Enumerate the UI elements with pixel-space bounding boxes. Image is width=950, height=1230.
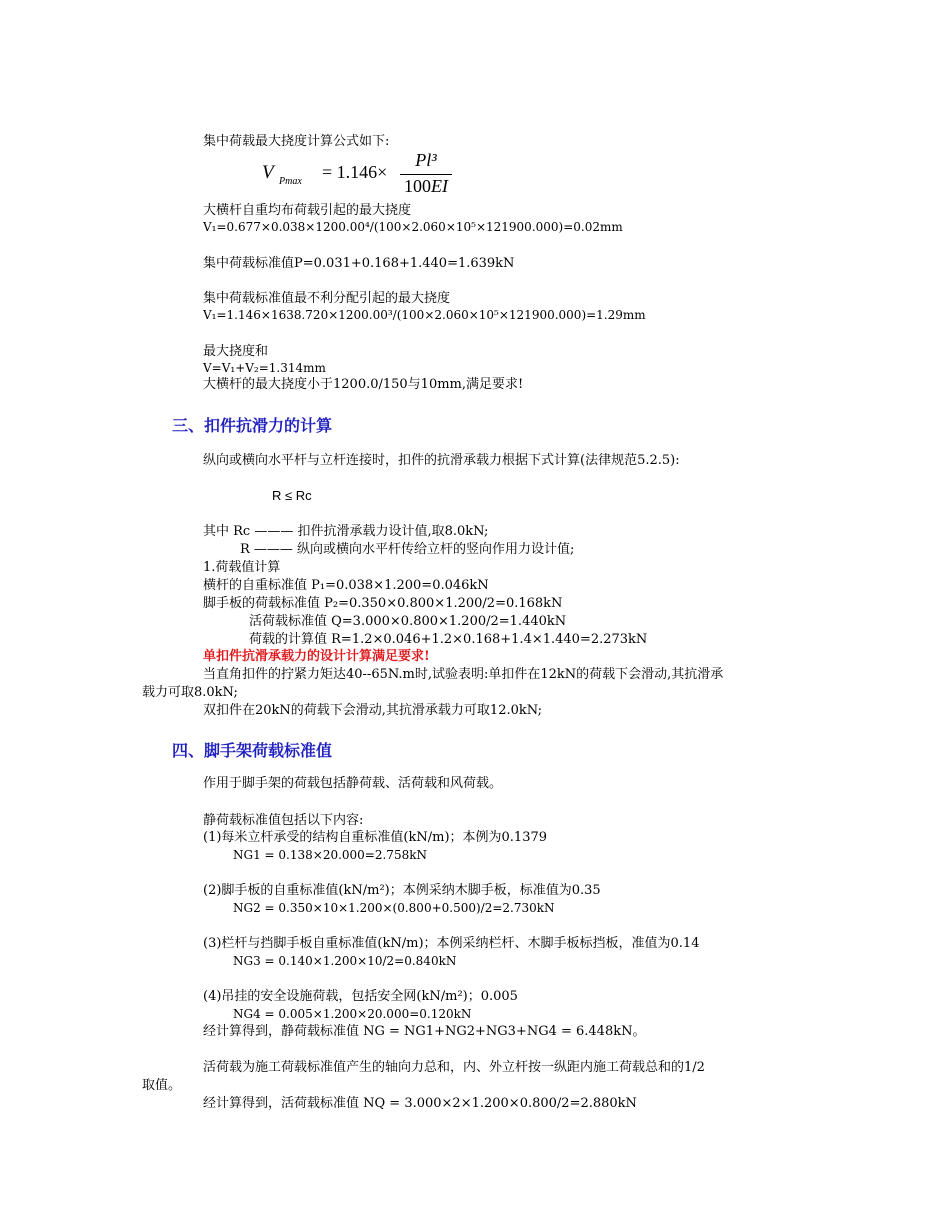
formula-fraction-bar xyxy=(400,174,452,175)
text-line: 载力可取8.0kN; xyxy=(142,685,238,700)
text-line: (3)栏杆与挡脚手板自重标准值(kN/m)；本例采纳栏杆、木脚手板标挡板，准值为0.14 xyxy=(203,936,700,951)
formula-equals: = 1.146× xyxy=(322,162,388,182)
text-line: 活荷载为施工荷载标准值产生的轴向力总和，内、外立杆按一纵距内施工荷载总和的1/2 xyxy=(203,1060,705,1075)
text-line: 集中荷载标准值P=0.031+0.168+1.440=1.639kN xyxy=(203,256,515,271)
deflection-formula xyxy=(262,150,452,198)
text-line: (4)吊挂的安全设施荷载，包括安全网(kN/m²)；0.005 xyxy=(203,989,518,1004)
text-line: V=V₁+V₂=1.314mm xyxy=(203,361,326,375)
formula-numerator: Pl³ xyxy=(415,150,437,170)
text-line: 最大挠度和 xyxy=(203,344,269,359)
formula-lhs: V xyxy=(262,162,274,183)
formula-lhs-subscript: Pmax xyxy=(279,176,302,187)
text-line: (1)每米立杆承受的结构自重标准值(kN/m)；本例为0.1379 xyxy=(203,830,548,845)
text-line: 其中 Rc ——— 扣件抗滑承载力设计值,取8.0kN; xyxy=(203,524,489,539)
text-line: NG2 = 0.350×10×1.200×(0.800+0.500)/2=2.730kN xyxy=(233,901,555,915)
text-line: V₁=0.677×0.038×1200.00⁴/(100×2.060×10⁵×121900.000)=0.02mm xyxy=(203,220,623,234)
text-line: R ——— 纵向或横向水平杆传给立杆的竖向作用力设计值; xyxy=(240,542,575,557)
formula-denominator: 100EI xyxy=(404,176,448,196)
text-line: 大横杆自重均布荷载引起的最大挠度 xyxy=(203,203,412,218)
text-line: 经计算得到，活荷载标准值 NQ = 3.000×2×1.200×0.800/2=2.880kN xyxy=(203,1096,637,1111)
text-line: 取值。 xyxy=(142,1078,182,1093)
inequality-formula: R ≤ Rc xyxy=(272,488,312,503)
text-line: (2)脚手板的自重标准值(kN/m²)；本例采纳木脚手板，标准值为0.35 xyxy=(203,883,601,898)
text-line: V₁=1.146×1638.720×1200.00³/(100×2.060×10⁵×121900.000)=1.29mm xyxy=(203,308,646,322)
text-line: NG4 = 0.005×1.200×20.000=0.120kN xyxy=(233,1007,472,1021)
section-heading-4: 四、脚手架荷载标准值 xyxy=(172,741,333,760)
text-line: 活荷载标准值 Q=3.000×0.800×1.200/2=1.440kN xyxy=(249,614,567,629)
text-line: NG3 = 0.140×1.200×10/2=0.840kN xyxy=(233,954,457,968)
text-line: 荷载的计算值 R=1.2×0.046+1.2×0.168+1.4×1.440=2.273kN xyxy=(249,632,648,647)
text-line: 纵向或横向水平杆与立杆连接时，扣件的抗滑承载力根据下式计算(法律规范5.2.5): xyxy=(203,453,680,468)
text-line: 大横杆的最大挠度小于1200.0/150与10mm,满足要求! xyxy=(203,377,524,392)
text-line: 经计算得到，静荷载标准值 NG = NG1+NG2+NG3+NG4 = 6.448kN。 xyxy=(203,1024,646,1039)
warning-text: 单扣件抗滑承载力的设计计算满足要求! xyxy=(203,649,430,664)
text-line: 横杆的自重标准值 P₁=0.038×1.200=0.046kN xyxy=(203,578,489,593)
text-line: NG1 = 0.138×20.000=2.758kN xyxy=(233,848,427,862)
section-heading-3: 三、扣件抗滑力的计算 xyxy=(172,416,333,435)
text-line: 静荷载标准值包括以下内容: xyxy=(203,813,364,828)
text-line: 作用于脚手架的荷载包括静荷载、活荷载和风荷载。 xyxy=(203,776,503,791)
text-line: 脚手板的荷载标准值 P₂=0.350×0.800×1.200/2=0.168kN xyxy=(203,596,563,611)
text-line: 当直角扣件的拧紧力矩达40--65N.m时,试验表明:单扣件在12kN的荷载下会滑动,其抗滑承 xyxy=(203,667,724,682)
text-line: 集中荷载标准值最不利分配引起的最大挠度 xyxy=(203,291,451,306)
formula-intro: 集中荷载最大挠度计算公式如下: xyxy=(203,134,390,149)
text-line: 1.荷载值计算 xyxy=(203,560,281,575)
text-line: 双扣件在20kN的荷载下会滑动,其抗滑承载力可取12.0kN; xyxy=(203,703,543,718)
